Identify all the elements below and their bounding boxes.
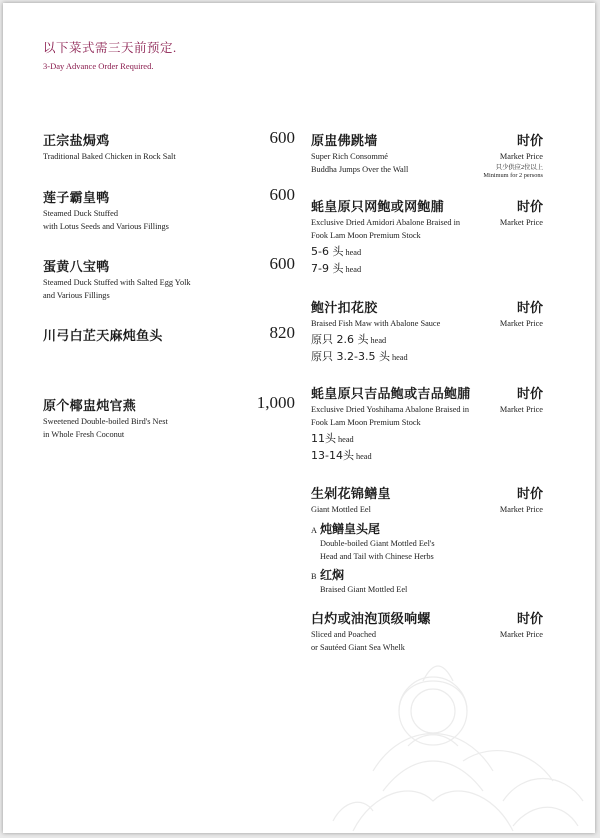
market-price: 时价 Market Price bbox=[499, 612, 543, 639]
item-name-cn: 蚝皇原只吉品鲍或吉品鲍脯 bbox=[311, 387, 471, 402]
item-name-en: Sliced and Poached or Sautéed Giant Sea Whelk bbox=[311, 630, 405, 652]
item-name-en: Sweetened Double-boiled Bird's Nest in Whole Fresh Coconut bbox=[43, 417, 168, 439]
item-name-en: Steamed Duck Stuffed with Salted Egg Yolk and Various Fillings bbox=[43, 278, 191, 300]
menu-item bbox=[43, 187, 295, 234]
item-name-cn: 川弓白芷天麻炖鱼头 bbox=[43, 329, 163, 344]
size-option: 5-6 头 head bbox=[311, 244, 362, 258]
item-name-cn: 生剁花锦鳝皇 bbox=[311, 487, 391, 502]
market-price: 时价 Market Price bbox=[499, 387, 543, 414]
menu-item bbox=[311, 483, 543, 597]
item-price: 600 bbox=[269, 128, 295, 147]
item-name-cn: 原盅佛跳墙 bbox=[311, 134, 378, 149]
sub-option-b: B 红焖 Braised Giant Mottled Eel bbox=[311, 568, 408, 595]
header-chinese: 以下菜式需三天前预定. bbox=[43, 41, 177, 55]
item-name-cn: 正宗盐焗鸡 bbox=[43, 134, 110, 149]
item-name-cn: 原个椰盅炖官燕 bbox=[43, 399, 137, 414]
minimum-note: 只少供应2位以上 Minimum for 2 persons bbox=[483, 164, 543, 179]
item-name-en: Exclusive Dried Yoshihama Abalone Braised in Fook Lam Moon Premium Stock bbox=[311, 405, 470, 427]
item-name-en: Giant Mottled Eel bbox=[311, 505, 371, 514]
size-option: 原只 3.2-3.5 头 head bbox=[311, 349, 408, 363]
market-price: 时价 Market Price bbox=[499, 301, 543, 328]
item-name-en: Super Rich Consommé Buddha Jumps Over the Wall bbox=[311, 152, 409, 174]
size-option: 13-14头 head bbox=[311, 448, 372, 462]
item-name-en: Steamed Duck Stuffed with Lotus Seeds and Various Fillings bbox=[43, 209, 169, 231]
menu-item bbox=[311, 608, 543, 655]
sub-option-a: A 炖鳝皇头尾 Double-boiled Giant Mottled Eel's Head and Tail with Chinese Herbs bbox=[311, 521, 435, 561]
market-price: 时价 Market Price bbox=[499, 200, 543, 227]
item-price: 600 bbox=[269, 254, 295, 273]
menu-item bbox=[43, 395, 295, 442]
item-price: 1,000 bbox=[256, 393, 295, 412]
size-option: 11头 head bbox=[311, 431, 354, 445]
menu-item bbox=[311, 383, 543, 464]
market-price: 时价 Market Price bbox=[499, 487, 543, 514]
header-english: 3-Day Advance Order Required. bbox=[43, 61, 154, 71]
item-name-cn: 鲍汁扣花胶 bbox=[311, 301, 378, 316]
menu-page bbox=[3, 3, 595, 833]
menu-header bbox=[43, 38, 177, 71]
menu-item bbox=[43, 325, 295, 344]
item-price: 600 bbox=[269, 185, 295, 204]
item-name-cn: 蚝皇原只网鲍或网鲍脯 bbox=[311, 200, 445, 215]
menu-item bbox=[311, 297, 543, 365]
market-price: 时价 Market Price 只少供应2位以上 Minimum for 2 persons bbox=[483, 134, 543, 179]
item-name-cn: 蛋黄八宝鸭 bbox=[43, 260, 110, 275]
size-option: 原只 2.6 头 head bbox=[311, 332, 387, 346]
menu-item bbox=[43, 256, 295, 303]
item-price: 820 bbox=[269, 323, 295, 342]
menu-item bbox=[311, 196, 543, 277]
item-name-en: Traditional Baked Chicken in Rock Salt bbox=[43, 152, 176, 161]
item-name-cn: 莲子霸皇鸭 bbox=[43, 191, 110, 206]
decorative-floral-watermark bbox=[313, 651, 595, 833]
item-name-cn: 白灼或油泡顶级响螺 bbox=[311, 612, 431, 627]
item-name-en: Exclusive Dried Amidori Abalone Braised in Fook Lam Moon Premium Stock bbox=[311, 218, 461, 240]
menu-item bbox=[311, 130, 543, 177]
item-name-en: Braised Fish Maw with Abalone Sauce bbox=[311, 319, 441, 328]
menu-item bbox=[43, 130, 295, 164]
size-option: 7-9 头 head bbox=[311, 261, 362, 275]
